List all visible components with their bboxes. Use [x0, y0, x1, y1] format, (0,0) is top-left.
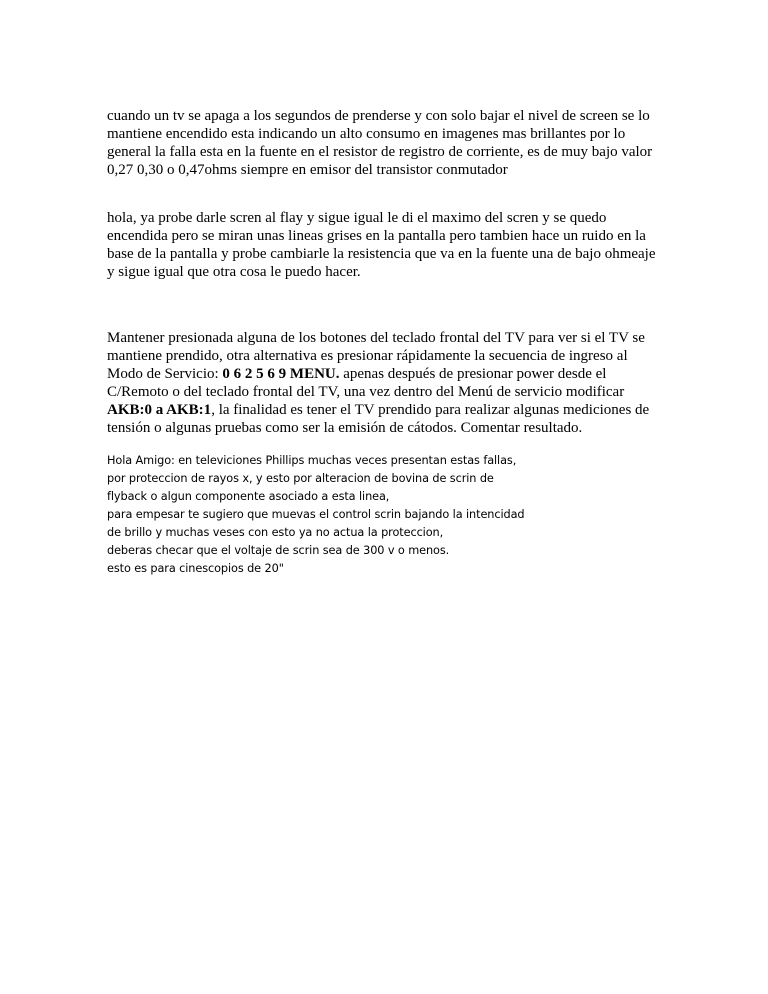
- text-line: esto es para cinescopios de 20": [107, 562, 284, 575]
- text-line: [107, 365, 667, 383]
- akb-setting: AKB:0 a AKB:1: [107, 402, 212, 418]
- text-line: flyback o algun componente asociado a esta linea,: [107, 490, 390, 503]
- text-line: Mantener presionada alguna de los botones del teclado frontal del TV para ver si el TV se: [107, 330, 645, 346]
- text-line: encendida pero se miran unas lineas grises en la pantalla pero tambien hace un ruido en la: [107, 228, 646, 244]
- paragraph-phillips-advice: [107, 452, 667, 578]
- paragraph-service-mode-instructions: [107, 329, 667, 437]
- text-line: C/Remoto o del teclado frontal del TV, una vez dentro del Menú de servicio modificar: [107, 384, 625, 400]
- text-line: por proteccion de rayos x, y esto por alteracion de bovina de scrin de: [107, 472, 494, 485]
- text-line: mantiene encendido esta indicando un alto consumo en imagenes mas brillantes por lo: [107, 126, 626, 142]
- text-line: cuando un tv se apaga a los segundos de prenderse y con solo bajar el nivel de screen se lo: [107, 108, 650, 124]
- text-line: para empesar te sugiero que muevas el control scrin bajando la intencidad: [107, 508, 525, 521]
- text-line: Hola Amigo: en televiciones Phillips muchas veces presentan estas fallas,: [107, 454, 517, 467]
- service-code: 0 6 2 5 6 9 MENU.: [222, 366, 340, 382]
- paragraph-user-reply: [107, 209, 667, 281]
- text-line: hola, ya probe darle scren al flay y sigue igual le di el maximo del scren y se quedo: [107, 210, 607, 226]
- text-line: [107, 401, 667, 419]
- text-line: de brillo y muchas veses con esto ya no actua la proteccion,: [107, 526, 444, 539]
- text-segment: apenas después de presionar power desde el: [339, 366, 607, 382]
- text-line: mantiene prendido, otra alternativa es presionar rápidamente la secuencia de ingreso al: [107, 348, 628, 364]
- text-line: base de la pantalla y probe cambiarle la resistencia que va en la fuente una de bajo ohmeaje: [107, 246, 656, 262]
- text-line: general la falla esta en la fuente en el resistor de registro de corriente, es de muy bajo valor: [107, 144, 653, 160]
- text-segment: , la finalidad es tener el TV prendido para realizar algunas mediciones de: [211, 402, 650, 418]
- text-line: y sigue igual que otra cosa le puedo hacer.: [107, 264, 361, 280]
- text-segment: Modo de Servicio:: [107, 366, 223, 382]
- text-line: tensión o algunas pruebas como ser la emisión de cátodos. Comentar resultado.: [107, 420, 583, 436]
- text-line: deberas checar que el voltaje de scrin sea de 300 v o menos.: [107, 544, 450, 557]
- text-line: 0,27 0,30 o 0,47ohms siempre en emisor del transistor conmutador: [107, 162, 508, 178]
- paragraph-tv-shutdown-diagnosis: [107, 107, 667, 179]
